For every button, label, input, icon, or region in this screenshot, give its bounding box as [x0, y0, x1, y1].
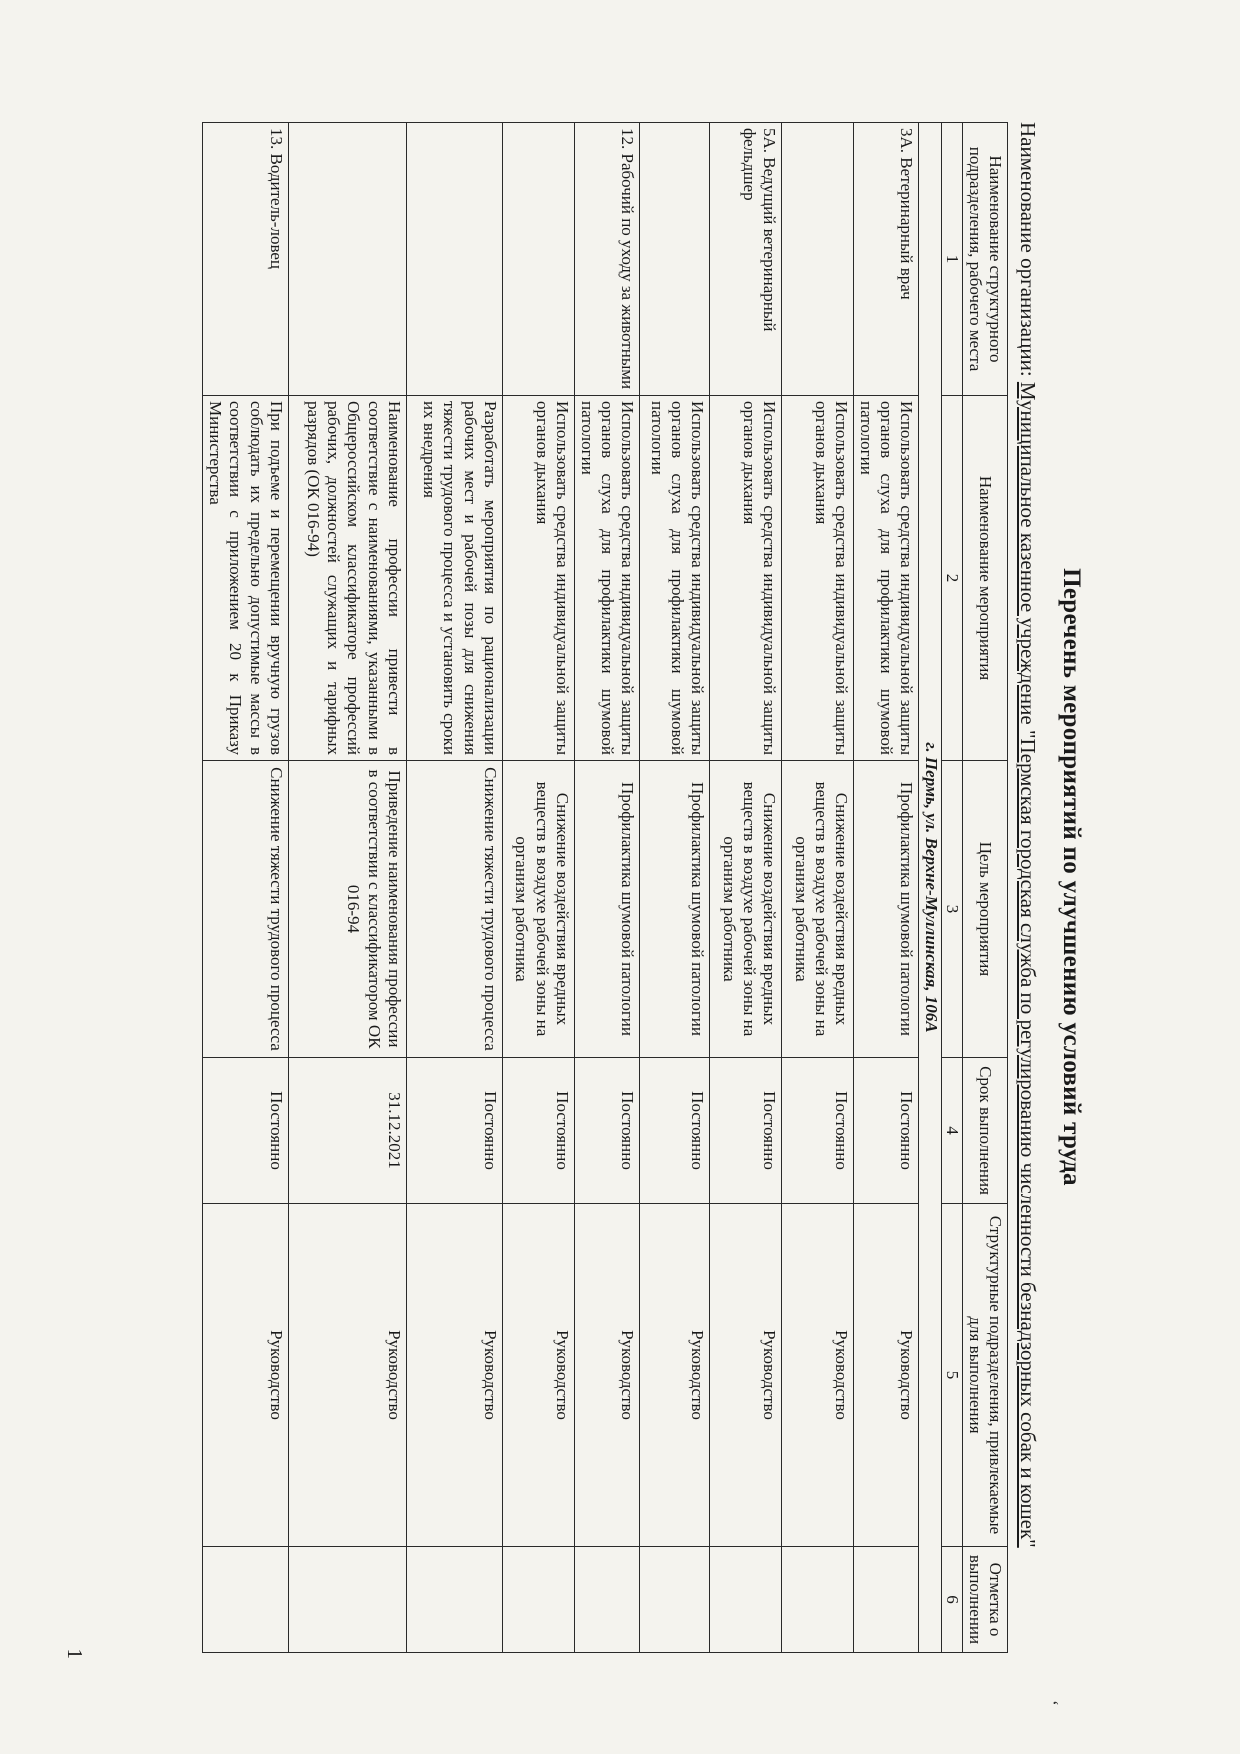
cell-goal: Профилактика шумовой патологии — [574, 761, 639, 1058]
header-completion-mark: Отметка о выполнении — [962, 1547, 1007, 1653]
cell-goal: Профилактика шумовой патологии — [639, 761, 709, 1058]
cell-unit: 5А. Ведущий ветеринарный фельдшер — [709, 123, 781, 396]
cell-departments: Руководство — [574, 1204, 639, 1547]
cell-completion-mark — [853, 1547, 918, 1653]
header-unit: Наименование структурного подразделения, рабочего места — [962, 123, 1007, 396]
cell-measure: Использовать средства индивидуальной защиты органов дыхания — [502, 396, 574, 761]
header-measure: Наименование мероприятия — [962, 396, 1007, 761]
cell-goal: Профилактика шумовой патологии — [853, 761, 918, 1058]
cell-measure: Разработать мероприятия по рационализации рабочих мест и рабочей позы для снижения тяжести трудового процесса и установить сроки их внедрения — [406, 396, 502, 761]
table-row — [639, 123, 709, 1653]
organization-name: Муниципальное казенное учреждение "Пермская городская служба по регулированию численности безнадзорных собак и кошек" — [1016, 381, 1040, 1548]
cell-measure: Использовать средства индивидуальной защиты органов слуха для профилактики шумовой патологии — [639, 396, 709, 761]
cell-goal: Снижение воздействия вредных веществ в воздухе рабочей зоны на организм работника — [502, 761, 574, 1058]
column-number: 4 — [941, 1058, 962, 1204]
cell-term: Постоянно — [639, 1058, 709, 1204]
cell-departments: Руководство — [406, 1204, 502, 1547]
column-number: 6 — [941, 1547, 962, 1653]
cell-goal: Снижение тяжести трудового процесса — [203, 761, 288, 1058]
organization-label: Наименование организации: — [1016, 122, 1040, 377]
cell-completion-mark — [502, 1547, 574, 1653]
cell-unit — [639, 123, 709, 396]
cell-term: Постоянно — [574, 1058, 639, 1204]
cell-completion-mark — [781, 1547, 853, 1653]
table-row — [203, 123, 288, 1653]
cell-measure: Использовать средства индивидуальной защиты органов слуха для профилактики шумовой патологии — [574, 396, 639, 761]
cell-term: Постоянно — [406, 1058, 502, 1204]
cell-measure: При подъеме и перемещении вручную грузов соблюдать их предельно допустимые массы в соответствии с приложением 20 к Приказу Министерства — [203, 396, 288, 761]
cell-departments: Руководство — [853, 1204, 918, 1547]
cell-unit: 3А. Ветеринарный врач — [853, 123, 918, 396]
document-title: Перечень мероприятий по улучшению условий труда — [1058, 568, 1085, 1186]
measures-table — [202, 122, 1008, 1653]
page-number: 1 — [63, 1648, 87, 1659]
cell-unit — [288, 123, 406, 396]
cell-unit — [406, 123, 502, 396]
table-row — [502, 123, 574, 1653]
section-row — [918, 123, 941, 1653]
header-goal: Цель мероприятия — [962, 761, 1007, 1058]
header-departments: Структурные подразделения, привлекаемые для выполнения — [962, 1204, 1007, 1547]
cell-unit — [502, 123, 574, 396]
cell-unit: 13. Водитель-ловец — [203, 123, 288, 396]
organization-line — [1015, 122, 1040, 1548]
table-row — [406, 123, 502, 1653]
cell-term: Постоянно — [709, 1058, 781, 1204]
table-row — [853, 123, 918, 1653]
cell-unit — [781, 123, 853, 396]
margin-mark: ʻ — [1042, 1700, 1062, 1706]
header-term: Срок выполнения — [962, 1058, 1007, 1204]
column-number: 5 — [941, 1204, 962, 1547]
section-address: г. Пермь, ул. Верхне-Муллинская, 106А — [918, 123, 941, 1653]
table-row — [781, 123, 853, 1653]
cell-completion-mark — [639, 1547, 709, 1653]
table-header-row — [962, 123, 1007, 1653]
cell-completion-mark — [203, 1547, 288, 1653]
cell-term: 31.12.2021 — [288, 1058, 406, 1204]
column-number: 2 — [941, 396, 962, 761]
cell-goal: Приведение наименования профессии в соответствии с классификатором ОК 016-94 — [288, 761, 406, 1058]
cell-measure: Наименование профессии привести в соответствие с наименованиями, указанными в Общероссийском классификаторе профессий рабочих, должностей служащих и тарифных разрядов (ОК 016-94) — [288, 396, 406, 761]
cell-completion-mark — [288, 1547, 406, 1653]
cell-term: Постоянно — [853, 1058, 918, 1204]
cell-goal: Снижение воздействия вредных веществ в воздухе рабочей зоны на организм работника — [781, 761, 853, 1058]
table-row — [288, 123, 406, 1653]
cell-departments: Руководство — [639, 1204, 709, 1547]
cell-measure: Использовать средства индивидуальной защиты органов слуха для профилактики шумовой патологии — [853, 396, 918, 761]
cell-unit: 12. Рабочий по уходу за животными — [574, 123, 639, 396]
cell-term: Постоянно — [203, 1058, 288, 1204]
cell-departments: Руководство — [502, 1204, 574, 1547]
cell-departments: Руководство — [781, 1204, 853, 1547]
cell-departments: Руководство — [288, 1204, 406, 1547]
cell-departments: Руководство — [709, 1204, 781, 1547]
cell-completion-mark — [574, 1547, 639, 1653]
cell-goal: Снижение тяжести трудового процесса — [406, 761, 502, 1058]
cell-goal: Снижение воздействия вредных веществ в воздухе рабочей зоны на организм работника — [709, 761, 781, 1058]
cell-departments: Руководство — [203, 1204, 288, 1547]
column-numbers-row — [941, 123, 962, 1653]
cell-measure: Использовать средства индивидуальной защиты органов дыхания — [781, 396, 853, 761]
cell-completion-mark — [709, 1547, 781, 1653]
cell-term: Постоянно — [781, 1058, 853, 1204]
cell-measure: Использовать средства индивидуальной защиты органов дыхания — [709, 396, 781, 761]
table-row — [709, 123, 781, 1653]
cell-completion-mark — [406, 1547, 502, 1653]
cell-term: Постоянно — [502, 1058, 574, 1204]
table-row — [574, 123, 639, 1653]
column-number: 3 — [941, 761, 962, 1058]
column-number: 1 — [941, 123, 962, 396]
